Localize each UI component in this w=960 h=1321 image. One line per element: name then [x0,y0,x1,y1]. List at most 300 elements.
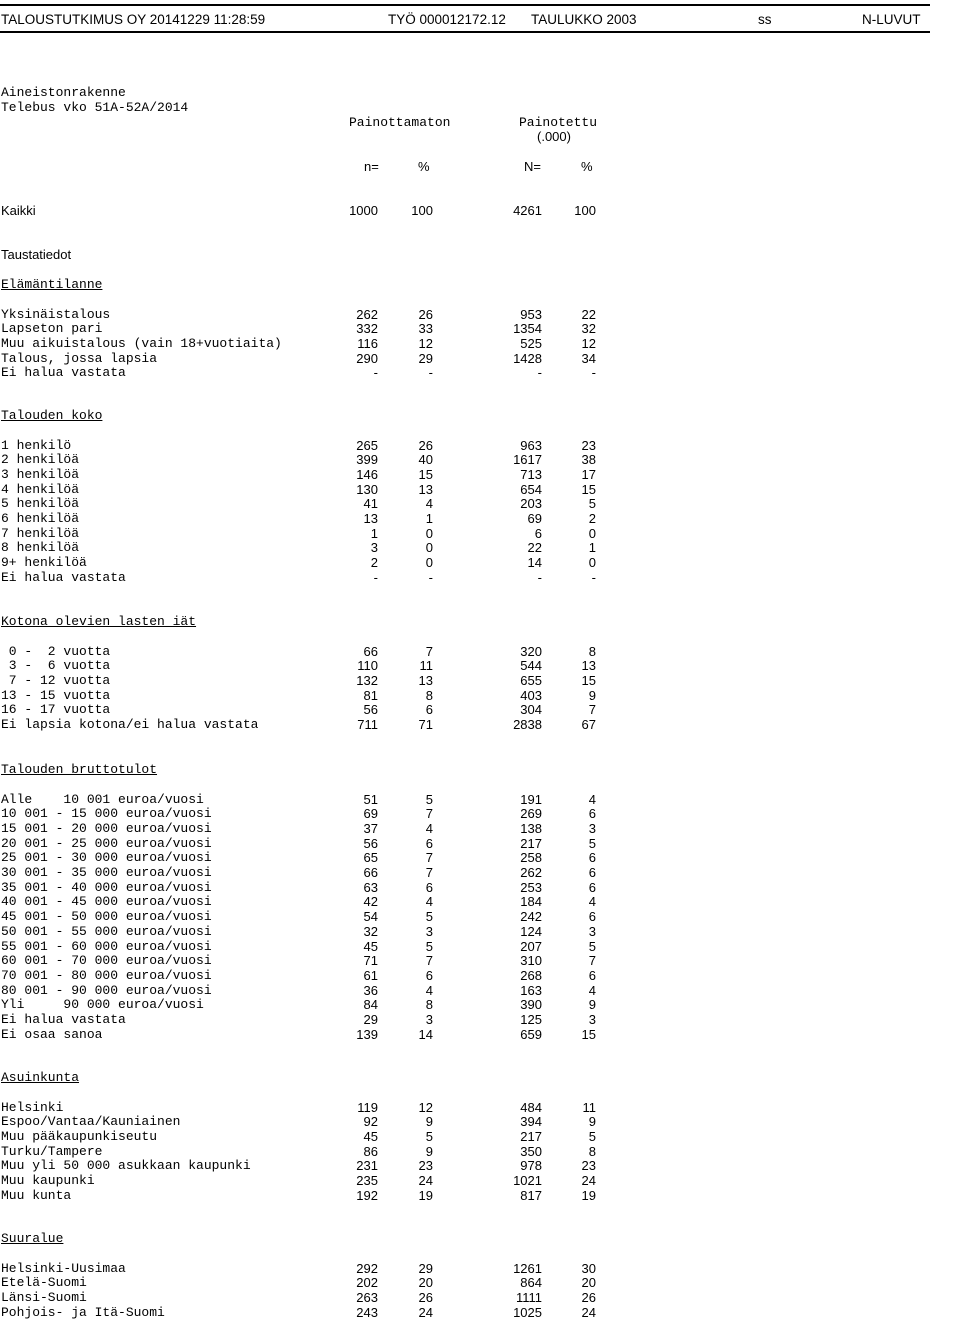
row-value-pct-weighted: 7 [588,702,596,718]
row-label: 80 001 - 90 000 euroa/vuosi [1,982,212,998]
row-label: 1 henkilö [1,437,72,453]
row-value-pct: 4 [425,894,433,910]
row-value-n: 231 [356,1158,378,1174]
row-label: 30 001 - 35 000 euroa/vuosi [1,865,212,880]
table-row [0,570,960,585]
row-value-pct: 20 [418,1275,433,1291]
table-row [0,894,960,909]
row-label: Espoo/Vantaa/Kauniainen [1,1114,181,1130]
row-value-pct: 9 [425,1143,433,1159]
row-value-pct-weighted: 6 [588,850,596,866]
table-row [0,865,960,880]
row-value-n: 265 [356,437,378,453]
row-value-pct-weighted: 8 [588,643,596,659]
row-value-n: 292 [356,1260,378,1276]
row-value-pct-weighted: 38 [581,452,596,468]
row-value-pct-weighted: 6 [588,967,596,983]
report-company-timestamp: TALOUSTUTKIMUS OY 20141229 11:28:59 [1,12,266,27]
row-label: Turku/Tampere [1,1143,103,1159]
row-value-pct-weighted: 6 [588,879,596,895]
row-value-pct-weighted: 15 [581,481,596,497]
row-label: 16 - 17 vuotta [1,702,111,718]
row-value-pct: 5 [425,791,433,807]
row-value-pct-weighted: 9 [588,1114,596,1130]
row-value-n: 45 [363,1128,378,1144]
total-pct-weighted: 100 [574,203,596,218]
table-row [0,909,960,924]
table-row [0,997,960,1012]
table-row [0,924,960,939]
row-label: Etelä-Suomi [1,1275,87,1291]
row-value-N: 1428 [513,350,542,366]
row-label: 3 - 6 vuotta [1,658,111,674]
row-value-pct: 5 [425,1128,433,1144]
row-value-N: 1354 [513,321,542,337]
row-label: Helsinki-Uusimaa [1,1260,126,1276]
row-label: Talous, jossa lapsia [1,350,158,366]
table-row [0,1114,960,1129]
row-value-n: 3 [370,540,378,556]
row-value-pct-weighted: 6 [588,865,596,880]
row-value-N: 69 [527,511,542,526]
row-value-pct: 4 [425,820,433,836]
row-value-N: 217 [520,835,542,851]
report-table-number: TAULUKKO 2003 [531,12,637,27]
row-value-n: 69 [363,806,378,822]
row-value-n: 37 [363,820,378,836]
row-value-N: 191 [520,791,542,807]
row-value-N: 6 [534,525,542,541]
row-value-N: 655 [520,672,542,688]
row-value-n: 51 [363,791,378,807]
row-value-pct-weighted: 3 [588,1012,596,1027]
table-row [0,321,960,336]
row-value-N: - [537,569,542,585]
table-row [0,1129,960,1144]
row-value-N: 124 [520,923,542,939]
row-value-pct-weighted: 2 [588,511,596,526]
row-value-pct-weighted: 8 [588,1143,596,1159]
row-value-n: 84 [363,997,378,1013]
row-value-n: 119 [357,1099,378,1115]
row-value-pct: - [428,569,433,585]
structure-title: Aineistonrakenne [1,85,126,100]
row-value-n: 56 [363,702,378,718]
table-row [0,658,960,673]
row-value-pct-weighted: 6 [588,806,596,822]
row-value-N: 310 [520,953,542,969]
row-value-pct: 7 [425,850,433,866]
table-row [0,1188,960,1203]
row-value-pct: 8 [425,687,433,703]
row-value-n: 71 [363,953,378,969]
row-value-N: 203 [520,496,542,512]
row-value-pct: 40 [418,452,433,468]
table-row [0,1027,960,1042]
row-value-pct-weighted: 30 [581,1260,596,1276]
row-value-pct-weighted: - [591,365,596,381]
row-label: 55 001 - 60 000 euroa/vuosi [1,938,212,954]
row-label: 13 - 15 vuotta [1,687,111,703]
table-row [0,836,960,851]
row-value-pct-weighted: 9 [588,687,596,703]
row-value-pct: 8 [425,997,433,1013]
row-value-n: 36 [363,982,378,998]
section-title: Elämäntilanne [1,277,103,292]
row-value-pct-weighted: 32 [581,321,596,337]
survey-name: Telebus vko 51A-52A/2014 [1,100,189,115]
row-value-N: 659 [520,1026,542,1042]
row-label: Lapseton pari [1,321,103,337]
row-value-N: 242 [520,909,542,925]
row-label: Alle 10 001 euroa/vuosi [1,791,204,807]
row-value-pct-weighted: 1 [588,540,596,556]
row-value-pct-weighted: 12 [581,335,596,351]
row-value-pct-weighted: 15 [581,1026,596,1042]
row-value-pct: 7 [425,806,433,822]
row-value-pct: 11 [419,658,433,674]
row-value-pct: 1 [425,511,433,526]
row-value-pct-weighted: 0 [588,555,596,571]
row-value-pct-weighted: 13 [581,658,596,674]
table-row [0,1158,960,1173]
row-label: 9+ henkilöä [1,555,87,571]
row-value-pct: 29 [418,350,433,366]
row-value-n: 81 [363,687,378,703]
row-value-n: 56 [363,835,378,851]
table-row [0,452,960,467]
row-value-N: 654 [520,481,542,497]
row-value-n: - [373,569,378,585]
row-value-n: 63 [363,879,378,895]
row-value-pct: 12 [418,1099,433,1115]
row-value-pct: 4 [425,982,433,998]
row-label: 35 001 - 40 000 euroa/vuosi [1,879,212,895]
col-header-n: n= [364,159,379,174]
row-label: 5 henkilöä [1,496,80,512]
row-value-pct-weighted: 3 [588,923,596,939]
row-value-N: 22 [527,540,542,556]
row-value-pct: 15 [418,466,433,482]
report-ss-label: ss [758,12,772,27]
row-value-pct-weighted: 24 [581,1173,596,1188]
row-label: Muu aikuistalous (vain 18+vuotiaita) [1,335,282,351]
row-value-pct-weighted: 3 [588,820,596,836]
row-value-n: 290 [356,350,378,366]
row-value-N: 217 [520,1128,542,1144]
row-value-pct: 6 [425,879,433,895]
row-value-n: 399 [356,452,378,468]
row-value-N: 390 [520,997,542,1013]
row-value-N: 258 [520,850,542,866]
row-value-pct: 13 [418,672,433,688]
row-value-pct-weighted: 5 [588,496,596,512]
row-value-pct-weighted: 15 [581,672,596,688]
row-value-N: - [537,365,542,381]
row-value-N: 978 [520,1158,542,1174]
report-job-number: TYÖ 000012172.12 [388,12,506,27]
row-value-n: 32 [363,923,378,939]
row-value-pct: 3 [425,1012,433,1027]
row-value-N: 320 [520,643,542,659]
row-value-pct: 26 [418,1289,433,1305]
row-value-pct: - [428,365,433,381]
total-pct: 100 [411,203,433,218]
row-value-n: 139 [356,1026,378,1042]
table-row [0,1261,960,1276]
row-value-N: 253 [520,879,542,895]
row-value-pct-weighted: 17 [581,466,596,482]
row-label: Ei osaa sanoa [1,1026,103,1042]
table-row [0,1305,960,1320]
row-value-n: 110 [357,658,378,674]
section-title: Suuralue [1,1231,64,1246]
row-label: 4 henkilöä [1,481,80,497]
row-value-pct: 29 [418,1260,433,1276]
row-value-n: 235 [356,1173,378,1188]
table-row [0,467,960,482]
row-label: 25 001 - 30 000 euroa/vuosi [1,850,212,866]
row-value-n: 29 [363,1012,378,1027]
row-label: 45 001 - 50 000 euroa/vuosi [1,909,212,925]
table-row [0,1100,960,1115]
row-label: 40 001 - 45 000 euroa/vuosi [1,894,212,910]
row-value-n: 263 [356,1289,378,1305]
row-label: 70 001 - 80 000 euroa/vuosi [1,967,212,983]
table-row [0,511,960,526]
row-value-pct-weighted: 67 [581,717,596,732]
row-value-N: 14 [527,555,542,571]
row-value-N: 544 [520,658,542,674]
table-row [0,555,960,570]
row-value-pct: 19 [418,1187,433,1203]
row-value-pct: 24 [418,1304,433,1320]
row-value-N: 125 [520,1012,542,1027]
row-value-N: 1261 [513,1260,542,1276]
row-value-pct-weighted: 6 [588,909,596,925]
table-row [0,1275,960,1290]
row-value-pct: 0 [425,525,433,541]
row-label: 0 - 2 vuotta [1,643,111,659]
row-value-pct: 6 [425,835,433,851]
row-value-pct-weighted: 4 [588,894,596,910]
row-value-pct: 9 [425,1114,433,1130]
col-header-pct-weighted: % [581,159,593,174]
row-label: Muu yli 50 000 asukkaan kaupunki [1,1158,251,1174]
row-value-N: 2838 [513,717,542,732]
row-value-pct-weighted: - [591,569,596,585]
table-row [0,365,960,380]
row-label: Ei halua vastata [1,365,126,381]
row-value-n: 61 [363,967,378,983]
row-value-pct-weighted: 20 [581,1275,596,1291]
row-value-N: 394 [520,1114,542,1130]
row-label: Muu kaupunki [1,1173,95,1188]
row-label: 6 henkilöä [1,511,80,526]
row-value-pct-weighted: 23 [581,1158,596,1174]
row-value-pct-weighted: 24 [581,1304,596,1320]
row-value-pct: 7 [425,865,433,880]
section-title: Talouden koko [1,408,103,423]
table-row [0,850,960,865]
table-row [0,673,960,688]
row-value-pct-weighted: 5 [588,835,596,851]
row-value-N: 184 [520,894,542,910]
total-label: Kaikki [1,203,36,218]
row-label: 15 001 - 20 000 euroa/vuosi [1,820,212,836]
row-label: Ei halua vastata [1,569,126,585]
row-value-N: 269 [520,806,542,822]
table-row [0,792,960,807]
table-row [0,1144,960,1159]
row-value-N: 484 [520,1099,542,1115]
row-value-pct-weighted: 19 [581,1187,596,1203]
row-value-pct: 26 [418,437,433,453]
row-value-n: 66 [363,865,378,880]
table-row [0,482,960,497]
row-label: Ei halua vastata [1,1012,126,1027]
report-type-label: N-LUVUT [862,12,921,27]
row-value-pct: 23 [418,1158,433,1174]
table-row [0,953,960,968]
row-value-pct-weighted: 11 [582,1099,596,1115]
row-label: 50 001 - 55 000 euroa/vuosi [1,923,212,939]
row-label: Pohjois- ja Itä-Suomi [1,1304,165,1320]
row-value-N: 1617 [513,452,542,468]
table-row [0,702,960,717]
table-row [0,496,960,511]
table-row [0,438,960,453]
row-value-n: 42 [363,894,378,910]
row-value-pct-weighted: 4 [588,982,596,998]
table-row [0,806,960,821]
row-label: Muu kunta [1,1187,72,1203]
row-value-n: 132 [356,672,378,688]
row-value-pct: 14 [418,1026,433,1042]
section-title: Kotona olevien lasten iät [1,614,197,629]
row-value-pct: 33 [418,321,433,337]
table-row [0,644,960,659]
row-value-N: 262 [520,865,542,880]
row-value-pct-weighted: 4 [588,791,596,807]
table-row [0,307,960,322]
row-label: Muu pääkaupunkiseutu [1,1128,158,1144]
total-n: 1000 [349,203,378,218]
row-value-n: 243 [356,1304,378,1320]
row-value-n: 45 [363,938,378,954]
section-title: Talouden bruttotulot [1,762,158,777]
row-value-N: 268 [520,967,542,983]
row-value-N: 864 [520,1275,542,1291]
row-value-pct: 12 [418,335,433,351]
row-value-n: 116 [357,335,378,351]
row-label: Ei lapsia kotona/ei halua vastata [1,717,259,732]
row-value-N: 1021 [513,1173,542,1188]
row-value-N: 163 [520,982,542,998]
row-value-n: 2 [370,555,378,571]
row-value-pct: 6 [425,702,433,718]
row-value-N: 207 [520,938,542,954]
row-value-n: 130 [356,481,378,497]
table-row [0,1173,960,1188]
row-value-pct-weighted: 23 [581,437,596,453]
row-label: 20 001 - 25 000 euroa/vuosi [1,835,212,851]
row-value-n: 332 [356,321,378,337]
table-row [0,968,960,983]
row-value-n: 202 [356,1275,378,1291]
weighted-unit: (.000) [537,129,571,144]
row-value-n: 146 [356,466,378,482]
row-value-n: 65 [363,850,378,866]
row-value-n: 54 [363,909,378,925]
row-label: 8 henkilöä [1,540,80,556]
table-row [0,939,960,954]
row-value-N: 525 [520,335,542,351]
weighted-heading: Painotettu [519,115,598,130]
row-value-N: 350 [520,1143,542,1159]
row-label: Länsi-Suomi [1,1289,87,1305]
row-value-pct: 26 [418,306,433,322]
table-row [0,880,960,895]
table-row [0,688,960,703]
row-value-pct-weighted: 5 [588,1128,596,1144]
row-value-n: 92 [363,1114,378,1130]
row-label: Yli 90 000 euroa/vuosi [1,997,204,1013]
row-value-pct: 0 [425,555,433,571]
table-row [0,526,960,541]
table-row [0,821,960,836]
row-label: 2 henkilöä [1,452,80,468]
table-row [0,336,960,351]
row-label: 7 henkilöä [1,525,80,541]
table-row [0,351,960,366]
row-label: 60 001 - 70 000 euroa/vuosi [1,953,212,969]
row-value-n: 66 [363,643,378,659]
row-value-pct-weighted: 9 [588,997,596,1013]
row-value-pct-weighted: 22 [581,306,596,322]
top-double-rule [0,4,930,6]
row-value-N: 713 [520,466,542,482]
row-value-pct: 3 [425,923,433,939]
row-value-n: 192 [356,1187,378,1203]
total-N: 4261 [513,203,542,218]
table-row [0,717,960,732]
section-title: Asuinkunta [1,1070,80,1085]
row-value-N: 1111 [515,1289,542,1305]
table-row [0,1012,960,1027]
row-value-n: - [373,365,378,381]
table-row [0,540,960,555]
row-value-n: 262 [356,306,378,322]
row-value-n: 13 [363,511,378,526]
row-value-pct-weighted: 5 [588,938,596,954]
col-header-pct-unweighted: % [418,159,430,174]
unweighted-heading: Painottamaton [349,115,451,130]
row-value-pct-weighted: 7 [588,953,596,969]
row-value-n: 711 [357,717,378,732]
background-title: Taustatiedot [1,247,72,262]
col-header-N: N= [524,159,541,174]
row-value-pct-weighted: 0 [588,525,596,541]
row-value-N: 953 [520,306,542,322]
row-value-pct: 7 [425,643,433,659]
row-label: Helsinki [1,1099,64,1115]
row-label: 10 001 - 15 000 euroa/vuosi [1,806,212,822]
table-row [0,1290,960,1305]
row-value-pct-weighted: 34 [581,350,596,366]
row-value-pct: 24 [418,1173,433,1188]
row-label: Yksinäistalous [1,306,111,322]
